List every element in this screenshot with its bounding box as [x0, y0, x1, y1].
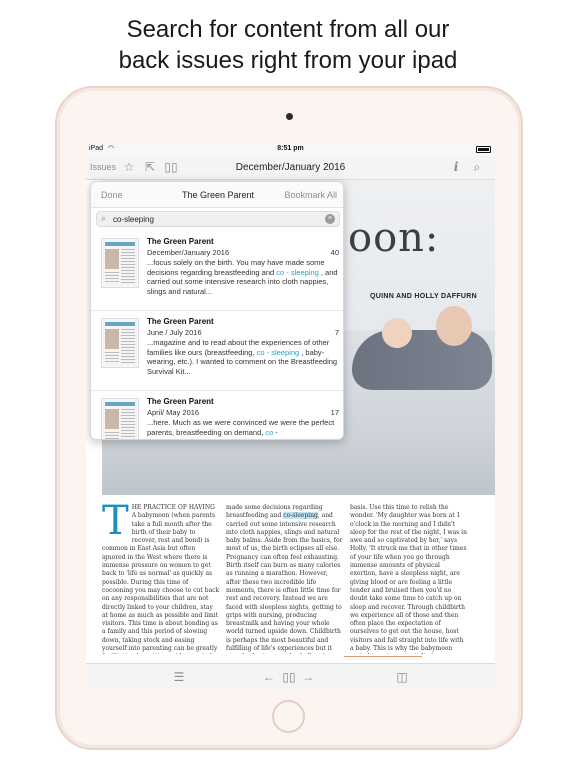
nav-bar — [86, 156, 495, 180]
info-icon[interactable]: i — [453, 160, 459, 174]
photo-mother — [352, 330, 492, 390]
result-title: The Green Parent — [147, 237, 214, 246]
clear-search-icon[interactable]: × — [325, 214, 335, 224]
photo-baby — [382, 318, 412, 348]
article-text — [102, 504, 479, 664]
search-popover — [90, 181, 344, 440]
search-highlight: co-sleeping — [283, 512, 318, 520]
back-arrow-icon[interactable]: ← — [263, 670, 275, 684]
snippet-before: ...focus solely on the birth. You may have made some decisions regarding breastfeeding and — [147, 258, 325, 277]
list-icon[interactable]: ☰ — [173, 670, 185, 684]
device-name: iPad — [89, 145, 104, 152]
share-icon[interactable]: ⇱ — [144, 160, 156, 174]
layout-icon[interactable]: ◫ — [396, 670, 408, 684]
search-results — [91, 231, 344, 440]
snippet-before: ...here. Much as we were convinced we were the perfect parents, breastfeeding on demand, — [147, 418, 335, 437]
snippet-after: , baby-wearing, etc.). I wanted to comment on the Breastfeeding Survival Kit... — [147, 347, 338, 376]
result-title: The Green Parent — [147, 397, 214, 406]
result-snippet — [147, 258, 339, 296]
search-result[interactable] — [91, 311, 344, 391]
issue-cover-thumbnail — [101, 238, 139, 288]
ipad-screen — [86, 142, 495, 689]
book-icon[interactable]: ▯▯ — [164, 160, 178, 174]
issue-cover-thumbnail — [101, 398, 139, 440]
result-date: June / July 2016 — [147, 328, 202, 337]
result-snippet — [147, 418, 339, 437]
column-2-before: made some decisions regarding breastfeeding and — [226, 504, 323, 520]
snippet-keyword: co - sleeping — [256, 347, 300, 357]
column-1-lead: HE PRACTICE OF HAVING A babymoon (when parents take a full month after the birth of their baby to recover, rest and bond) is common in East Asia but often ignored in the West where there is immense pressure on women to get back to 'life as normal' as quickly as possible. During this time of cocooning you may choose to cut back on any responsibilities that are not directly linked to your children, stay at home as much as possible and limit visitors. This time is about bonding as a family and this period of slowing down, taking stock and easing yourself into parenting can be greatly — [102, 504, 220, 653]
headline-line-2: back issues right from your ipad — [118, 47, 458, 74]
result-page: 17 — [330, 408, 339, 417]
search-icon: ⌕ — [101, 213, 107, 223]
issue-cover-thumbnail — [101, 318, 139, 368]
column-3-text: basis. Use this time to relish the wonder. 'My daughter was born at 1 o'clock in the morning and I didn't sleep for the rest of the night, I was in awe and so captivated by her,' says Holly. 'It struck me that in other times of your life when you go through immense amounts of physical exertion, have a sleepless night, are giving blood or are feeling a little tender and bruised then you'd no doubt take some time to catch up on sleep and recover. Through childbirth we experience all of those and then often place the expectation of ourselves to get out the house, host visitors and fall straight into life with a baby. This is why the babymoon — [350, 504, 467, 653]
forward-arrow-icon[interactable]: → — [302, 670, 314, 684]
result-page: 7 — [334, 328, 339, 337]
snippet-after: - — [273, 427, 278, 437]
result-snippet — [147, 338, 339, 376]
article-column-2 — [226, 504, 344, 654]
pages-icon[interactable]: ▯▯ — [282, 670, 296, 684]
status-bar — [86, 142, 495, 156]
snippet-keyword: co - sleeping — [276, 267, 319, 277]
bottom-toolbar — [86, 663, 495, 689]
search-icon[interactable]: ⌕ — [473, 160, 481, 174]
issues-button[interactable]: Issues — [90, 162, 117, 172]
done-button[interactable]: Done — [101, 190, 123, 200]
popover-header — [91, 182, 344, 208]
search-input[interactable] — [113, 213, 313, 225]
wifi-icon: ◠ — [108, 145, 115, 152]
drop-cap: T — [102, 504, 129, 544]
snippet-before: ...magazine and to read about the experiences of other families like ours (breastfeeding, — [147, 338, 330, 357]
article-end-rule — [344, 656, 422, 657]
photo-mother-head — [436, 306, 472, 346]
article-title-fragment: oon: — [348, 215, 440, 261]
search-result[interactable] — [91, 391, 344, 440]
result-date: December/January 2016 — [147, 248, 230, 257]
status-time: 8:51 pm — [277, 145, 304, 152]
result-title: The Green Parent — [147, 317, 214, 326]
bookmark-all-button[interactable]: Bookmark All — [284, 190, 337, 200]
article-column-3 — [350, 504, 468, 654]
camera-icon — [286, 113, 293, 120]
article-column-1 — [102, 504, 220, 654]
column-2-after: , and carried out some intensive research into cloth nappies, slings and natural baby balms. Aside from the basics, for most of us, the birth eclipses all else. Pregnancy can often feel exhausting. Birth itself can burn as many calories as running a marathon. However, after these two incredible life moments, there is often little time for rest and recovery. Instead we are faced with sleepless nights, getting to grips with nursing, producing breastmilk and having your whole world turned upside down. Childbirth is perhaps the most beautiful and fulfilling of life's experiences but it — [226, 512, 343, 653]
battery-icon — [476, 146, 491, 153]
popover-title: The Green Parent — [181, 190, 255, 200]
star-icon[interactable]: ☆ — [123, 160, 135, 174]
search-field[interactable] — [96, 211, 340, 227]
headline-line-1: Search for content from all our — [126, 16, 450, 43]
article-byline: QUINN AND HOLLY DAFFURN — [370, 293, 477, 300]
result-page: 40 — [330, 248, 339, 257]
snippet-after: , and carried out some intensive research into cloth nappies, slings and natural... — [147, 267, 338, 296]
snippet-keyword: co — [265, 427, 274, 437]
result-date: April/ May 2016 — [147, 408, 200, 417]
home-button[interactable] — [272, 700, 305, 733]
search-result[interactable] — [91, 231, 344, 311]
issue-title: December/January 2016 — [235, 162, 346, 173]
promo-headline — [0, 14, 576, 76]
